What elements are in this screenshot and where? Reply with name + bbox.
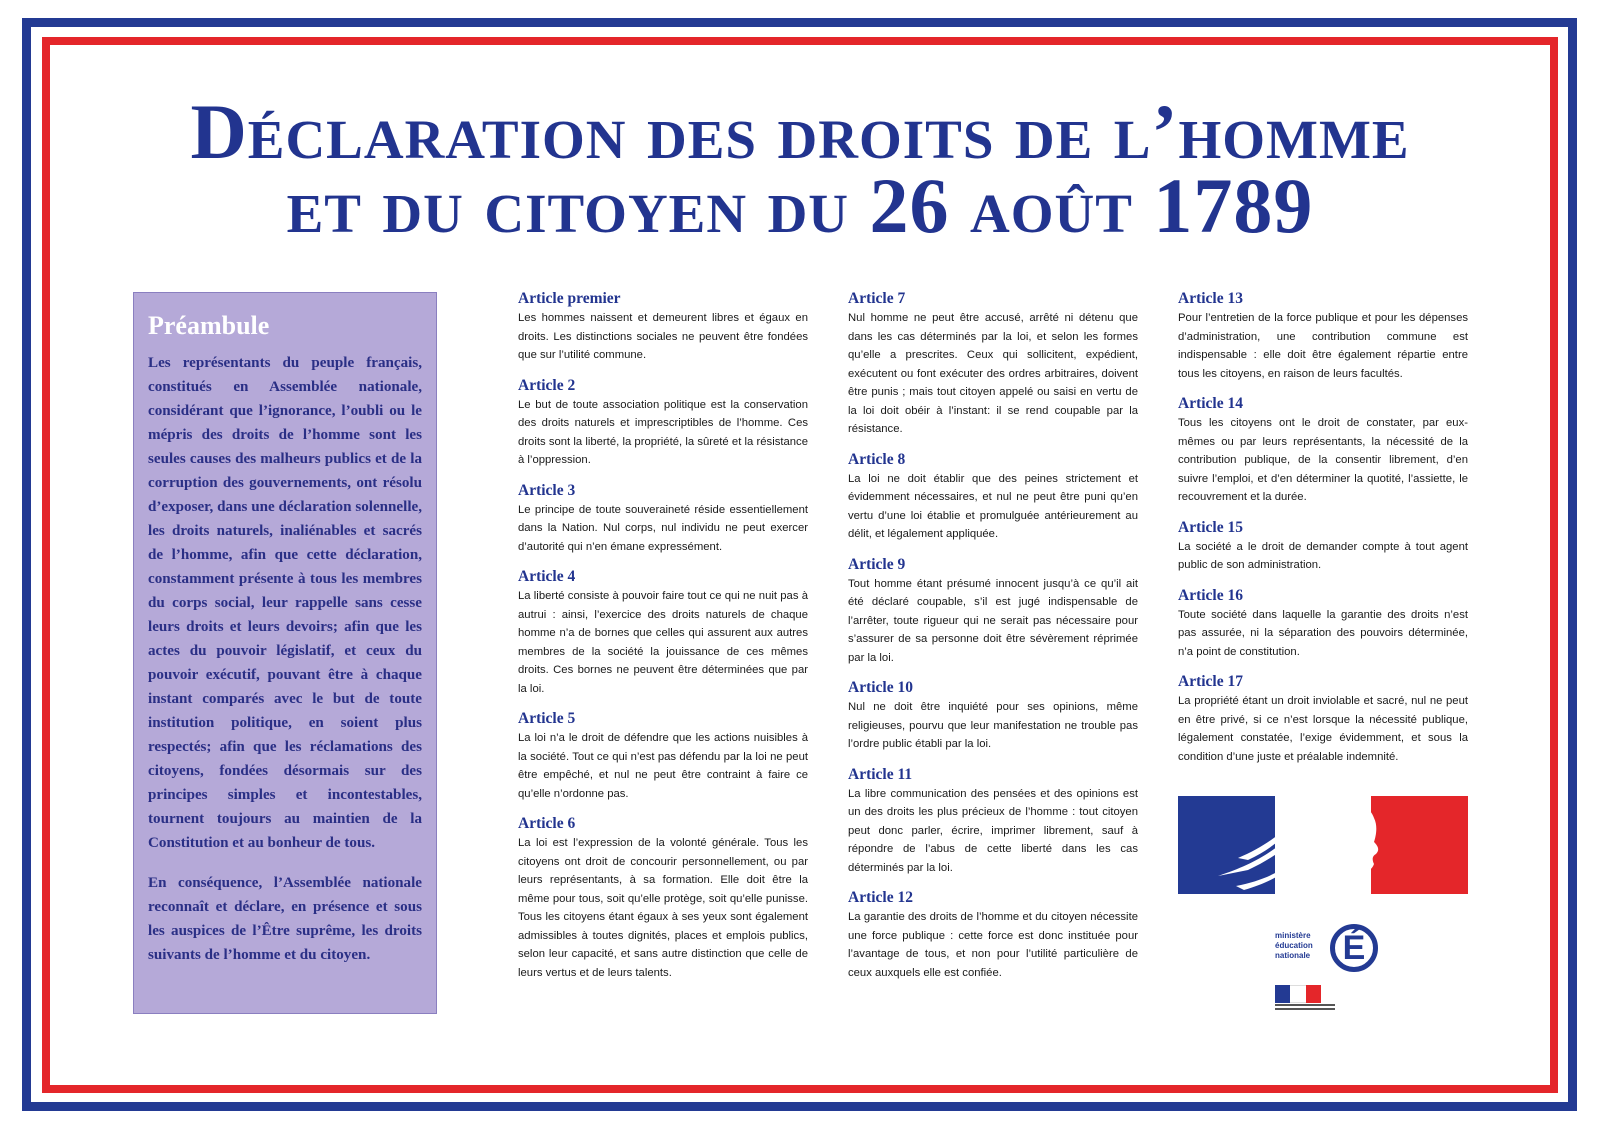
article-5 [518,710,808,803]
article-text: La société a le droit de demander compte à tout agent public de son administration. [1178,540,1468,571]
article-15 [1178,519,1468,575]
article-title: Article 6 [518,815,576,832]
article-16 [1178,587,1468,662]
title-line-1: Déclaration des droits de l’homme [190,88,1410,175]
republique-francaise-caption [1275,1004,1335,1012]
republique-francaise-icon [1275,985,1321,1003]
article-title: Article 5 [518,710,576,727]
articles-column-3 [1178,290,1468,778]
article-title: Article 8 [848,450,906,468]
article-text: Tous les citoyens ont le droit de constater, par eux-mêmes ou par leurs représentants, la nécessité de la contribution publique, de la consentir librement, d’en suivre l’emploi, et d’en déterminer la quotité, l’assiette, le recouvrement et la durée. [1178,417,1468,503]
article-title: Article 10 [848,679,913,696]
marianne-profile-icon [1178,796,1468,894]
article-title: Article 2 [518,376,576,394]
article-text: La libre communication des pensées et des opinions est un des droits les plus précieux de l’homme : tout citoyen peut donc parler, écrire, imprimer librement, sauf à répondre de l’abus de cette liberté dans les cas déterminés par la loi. [848,787,1138,874]
article-title: Article 11 [848,765,913,783]
title-line-2: et du citoyen du 26 août 1789 [286,162,1314,249]
marianne-logo [1178,796,1468,894]
article-title: Article premier [518,290,621,307]
article-3 [518,482,808,557]
article-6 [518,815,808,982]
article-text: Le but de toute association politique est la conservation des droits naturels et imprescriptibles de l’homme. Ces droits sont la liberté, la propriété, la sûreté et la résistance à l’oppression. [518,398,808,466]
article-4 [518,568,808,698]
ministere-education-nationale-logo [1270,906,1390,996]
article-title: Article 3 [518,481,576,499]
article-7 [848,290,1138,439]
preamble-paragraph-1: Les représentants du peuple français, constitués en Assemblée nationale, considérant que l’ignorance, l’oubli ou le mépris des droits de l’homme sont les seules causes des malheurs publics et de la corruption des gouvernements, ont résolu d’exposer, dans une déclaration solennelle, les droits naturels, inaliénables et sacrés de l’homme, afin que cette déclaration, constamment présente à tous les membres du corps social, leur rappelle sans cesse leurs droits et leurs devoirs; afin que les actes du pouvoir législatif, et ceux du pouvoir exécutif, pouvant être à chaque instant comparés avec le but de toute institution politique, en soient plus respectés; afin que les réclamations des citoyens, fondées désormais sur des principes simples et incontestables, tournent toujours au maintien de la Constitution et au bonheur de tous. [148,355,422,851]
article-text: Les hommes naissent et demeurent libres et égaux en droits. Les distinctions sociales ne peuvent être fondées que sur l’utilité commune. [518,312,808,361]
article-title: Article 12 [848,889,913,906]
article-text: Nul homme ne peut être accusé, arrêté ni détenu que dans les cas déterminés par la loi, et selon les formes qu’elle a prescrites. Ceux qui sollicitent, expédient, exécutent ou font exécuter des ordres arbitraires, doivent être punis ; mais tout citoyen appelé ou saisi en vertu de la loi doit obéir à l’instant: il se rend coupable par la résistance. [848,312,1138,435]
articles-column-2 [848,290,1138,994]
article-text: Le principe de toute souveraineté réside essentiellement dans la Nation. Nul corps, nul individu ne peut exercer d’autorité qui n’en émane expressément. [518,503,808,553]
article-text: Toute société dans laquelle la garantie des droits n’est pas assurée, ni la séparation des pouvoirs déterminée, n’a point de constitution. [1178,608,1468,658]
article-text: Tout homme étant présumé innocent jusqu’à ce qu’il ait été déclaré coupable, s’il est jugé indispensable de l’arrêter, toute rigueur qui ne serait pas nécessaire pour s’assurer de sa personne doit être sévèrement réprimée par la loi. [848,577,1138,664]
article-17 [1178,673,1468,766]
article-11 [848,766,1138,878]
ministry-name: ministère éducation nationale [1275,931,1313,960]
preamble-heading: Préambule [148,311,270,340]
article-text: La loi ne doit établir que des peines strictement et évidemment nécessaires, et nul ne peut être puni qu’en vertu d’une loi établie et promulguée antérieurement au délit, et légalement appliquée. [848,472,1138,540]
article-9 [848,556,1138,668]
page-title [60,88,1540,249]
article-text: La loi est l’expression de la volonté générale. Tous les citoyens ont droit de concourir personnellement, ou par leurs représentants, à sa formation. Elle doit être la même pour tous, soit qu’elle protège, soit qu’elle punisse. Tous les citoyens étant égaux à ses yeux sont également admissibles à toutes dignités, places et emplois publics, selon leur capacité, et sans autre distinction que celle de leurs vertus et de leurs talents. [518,837,808,979]
article-title: Article 9 [848,555,906,573]
article-title: Article 17 [1178,673,1243,690]
article-text: La garantie des droits de l’homme et du citoyen nécessite une force publique : cette force est donc instituée pour l’avantage de tous, et non pour l’utilité particulière de ceux auxquels elle est confiée. [848,911,1138,979]
article-8 [848,451,1138,544]
preamble-paragraph-2: En conséquence, l’Assemblée nationale reconnaît et déclare, en présence et sous les auspices de l’Être suprême, les droits suivants de l’homme et du citoyen. [148,875,422,963]
article-text: La loi n’a le droit de défendre que les actions nuisibles à la société. Tout ce qui n’est pas défendu par la loi ne peut être empêché, et nul ne peut être contraint à faire ce qu’elle n’ordonne pas. [518,732,808,800]
education-e-icon: É [1330,924,1378,972]
article-12 [848,889,1138,982]
article-title: Article 7 [848,290,906,307]
article-text: La propriété étant un droit inviolable et sacré, nul ne peut en être privé, si ce n’est lorsque la nécessité publique, légalement constatée, l’exige évidemment, et sous la condition d’une juste et préalable indemnité. [1178,695,1468,763]
preamble-box [133,292,437,1014]
article-title: Article 15 [1178,518,1243,536]
articles-column-1 [518,290,808,994]
article-14 [1178,395,1468,507]
article-title: Article 13 [1178,290,1243,307]
article-13 [1178,290,1468,383]
article-title: Article 14 [1178,395,1243,412]
article-title: Article 16 [1178,586,1243,604]
article-10 [848,679,1138,754]
article-title: Article 4 [518,568,576,585]
article-2 [518,377,808,470]
article-1 [518,290,808,365]
article-text: Nul ne doit être inquiété pour ses opinions, même religieuses, pourvu que leur manifestation ne trouble pas l’ordre public établi par la loi. [848,701,1138,750]
article-text: Pour l’entretien de la force publique et pour les dépenses d’administration, une contribution commune est indispensable : elle doit être également répartie entre tous les citoyens, en raison de leurs facultés. [1178,312,1468,380]
article-text: La liberté consiste à pouvoir faire tout ce qui ne nuit pas à autrui : ainsi, l’exercice des droits naturels de chaque homme n’a de bornes que celles qui assurent aux autres membres de la société la jouissance de ces mêmes droits. Ces bornes ne peuvent être déterminées que par la loi. [518,590,808,695]
